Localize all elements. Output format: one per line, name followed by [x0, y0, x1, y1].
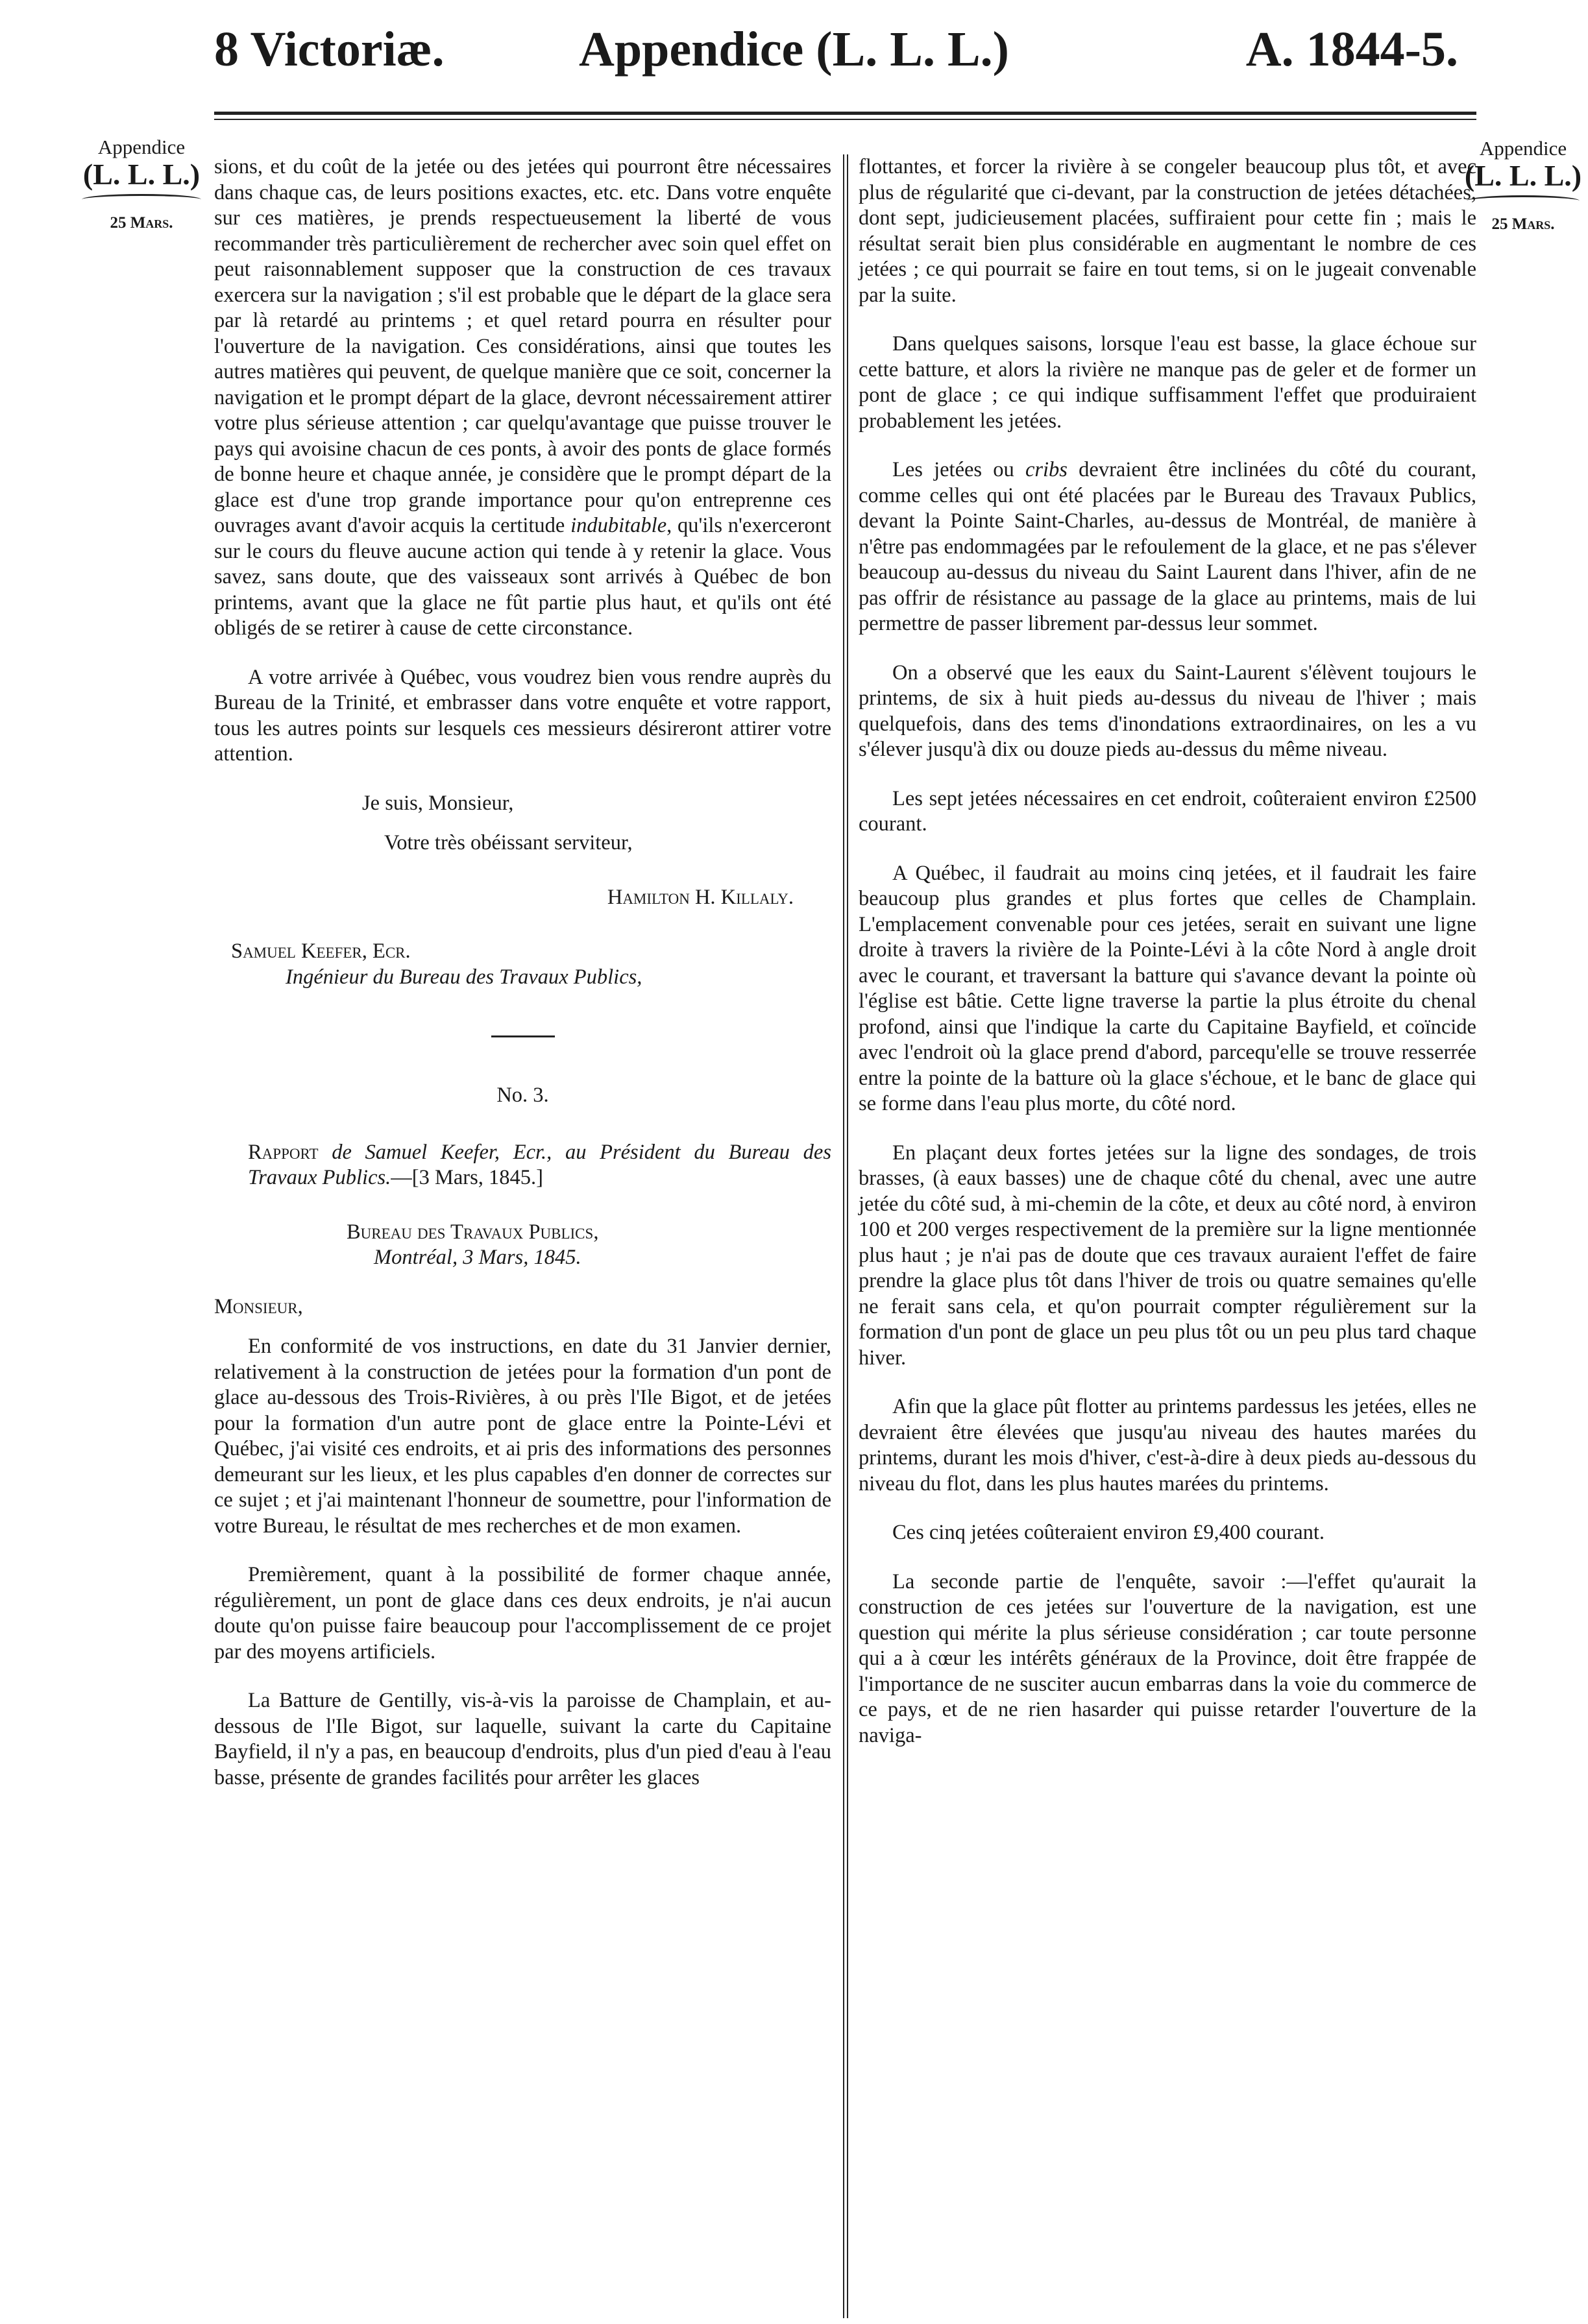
paragraph: La Batture de Gentilly, vis-à-vis la paroisse de Champlain, et au-dessous de l'Ile Bigot, sur laquelle, suivant la carte du Capitaine Bayfield, il n'y a pas, en beaucoup d'endroits, plus d'un pied d'eau à l'eau basse, présente de grandes facilités pour arrêter les glaces: [214, 1689, 831, 1789]
header-title: Appendice (L. L. L.): [579, 22, 1009, 77]
addressee-title: Ingénieur du Bureau des Travaux Publics,: [286, 965, 642, 989]
margin-date: 25 Mars.: [110, 213, 173, 232]
salutation: Monsieur,: [214, 1294, 303, 1318]
document-number: No. 3.: [496, 1083, 549, 1107]
paragraph: Ces cinq jetées coûteraient environ £9,400 courant.: [892, 1521, 1325, 1544]
paragraph: A votre arrivée à Québec, vous voudrez bien vous rendre auprès du Bureau de la Trinité, et embrasser dans votre enquête et votre rapport, tous les autres points sur lesquels ces messieurs désireront attirer votre attention.: [214, 665, 831, 766]
paragraph: flottantes, et forcer la rivière à se congeler beaucoup plus tôt, et avec plus de régularité que ci-devant, par la construction de jetées détachées, dont sept, judicieusement placées, suffiraient pour cette fin ; mais le résultat serait bien plus considérable en augmentant le nombre de ces jetées ; ce qui pourrait se faire en tout tems, si on le jugeait convenable par la suite.: [859, 155, 1476, 307]
paragraph: Les sept jetées nécessaires en cet endroit, coûteraient environ £2500 courant.: [859, 786, 1476, 836]
place-date: Montréal, 3 Mars, 1845.: [374, 1246, 581, 1269]
margin-label: Appendice: [97, 136, 186, 158]
section-divider: [491, 1035, 555, 1037]
left-column: [214, 154, 831, 1791]
column-divider-second: [847, 154, 848, 2318]
closing-line: Je suis, Monsieur,: [362, 791, 514, 815]
margin-code: (L. L. L.): [1464, 159, 1582, 193]
report-heading: Rapport de Samuel Keefer, Ecr., au Président du Bureau des Travaux Publics.—[3 Mars, 1845.]: [248, 1140, 832, 1189]
paragraph: Les jetées ou cribs devraient être inclinées du côté du courant, comme celles qui ont été placées par le Bureau des Travaux Publics, devant la Pointe Saint-Charles, au-dessus de Montréal, de manière à n'être pas endommagées par le refoulement de la glace, et ne pas s'élever beaucoup au-dessus du niveau du Saint Laurent dans l'hiver, afin de ne pas offrir de résistance au passage de la glace au printems, mais de lui permettre de passer librement par-dessus leur sommet.: [859, 458, 1477, 635]
signature: Hamilton H. Killaly.: [607, 885, 794, 909]
paragraph: Dans quelques saisons, lorsque l'eau est basse, la glace échoue sur cette batture, et alors la rivière ne manque pas de geler et de former un pont de glace ; ce qui indique suffisamment l'effet que produiraient probablement les jetées.: [859, 332, 1476, 433]
margin-note-left: [77, 136, 206, 232]
paragraph: En plaçant deux fortes jetées sur la ligne des sondages, de trois brasses, (à eaux basses) une de chaque côté du chenal, avec une autre jetée du côté sud, à mi-chemin de la côte, et deux au côté nord, à environ 100 et 200 verges respectivement de la première sur la ligne mentionnée plus haut ; je n'ai pas de doute que ces travaux auraient l'effet de faire prendre la glace plus tôt dans l'hiver de trois ou quatre semaines qu'elle ne ferait sans cela, et qu'on pourrait compter régulièrement sur la formation d'un pont de glace un peu plus tôt ou un peu plus tard chaque hiver.: [859, 1141, 1476, 1370]
margin-date: 25 Mars.: [1491, 215, 1555, 233]
paragraph: On a observé que les eaux du Saint-Laurent s'élèvent toujours le printems, de six à huit pieds au-dessus du niveau de l'hiver ; mais quelquefois, dans des tems d'inondations extraordinaires, on les a vu s'élever jusqu'à dix ou douze pieds au-dessus du même niveau.: [859, 660, 1476, 761]
paragraph: Premièrement, quant à la possibilité de former chaque année, régulièrement, un pont de glace dans ces deux endroits, je n'ai aucun doute qu'on puisse faire beaucoup pour l'accomplissement de ce projet par des moyens artificiels.: [214, 1563, 831, 1664]
header-rule-bottom: [214, 119, 1476, 120]
column-divider: [843, 154, 844, 2318]
paragraph: En conformité de vos instructions, en date du 31 Janvier dernier, relativement à la construction de jetées pour la formation d'un pont de glace au-dessous des Trois-Rivières, à ou près l'Ile Bigot, et de jetées pour la formation d'un autre pont de glace entre la Pointe-Lévi et Québec, j'ai visité ces endroits, et ai pris des informations des personnes demeurant sur les lieux, et les plus capables d'en donner de correctes sur ce sujet ; et j'ai maintenant l'honneur de soumettre, pour l'information de votre Bureau, le résultat de mes recherches et de mon examen.: [214, 1335, 831, 1538]
paragraph: Afin que la glace pût flotter au printems pardessus les jetées, elles ne devraient être élevées que jusqu'au niveau des hautes marées du printems, durant les mois d'hiver, c'est-à-dire à deux pieds au-dessous du niveau du flot, dans les plus hautes marées du printems.: [859, 1395, 1476, 1495]
margin-code: (L. L. L.): [82, 158, 201, 191]
addressee-name: Samuel Keefer, Ecr.: [231, 939, 411, 963]
right-column: [859, 154, 1476, 1749]
header-session: 8 Victoriæ.: [214, 22, 445, 77]
header-year: A. 1844-5.: [1245, 22, 1458, 77]
margin-brace: [1467, 195, 1580, 206]
paragraph: sions, et du coût de la jetée ou des jetées qui pourront être nécessaires dans chaque cas, de leurs positions exactes, etc. etc. Dans votre enquête sur ces matières, je prends respectueusement la liberté de vous recommander très particulièrement de rechercher avec soin quel effet on peut raisonnablement supposer que la construction de ces travaux exercera sur la navigation ; s'il est probable que le départ de la glace sera par là retardé au printems ; et quel retard pourra en résulter pour l'ouverture de la navigation. Ces considérations, ainsi que toutes les autres matières qui peuvent, de quelque manière que ce soit, concerner la navigation et le prompt départ de la glace, devront nécessairement attirer votre plus sérieuse attention ; car quelqu'avantage que puisse trouver le pays qui avoisine chacun de ces ponts, à avoir des ponts de glace formés de bonne heure et chaque année, je considère que le prompt départ de la glace est d'une trop grande importance pour qu'on entreprenne ces ouvrages avant d'avoir acquis la certitude indubitable, qu'ils n'exerceront sur le cours du fleuve aucune action qui tende à y retenir la glace. Vous savez, sans doute, que des vaisseaux sont arrivés à Québec de bon printems, avant que la glace ne fût partie plus haut, et qu'ils ont été obligés de se retirer à cause de cette circonstance.: [214, 155, 832, 640]
paragraph: A Québec, il faudrait au moins cinq jetées, et il faudrait les faire beaucoup plus grandes et plus fortes que celles de Champlain. L'emplacement convenable pour ces jetées, serait en suivant une ligne droite à travers la rivière de la Pointe-Lévi à la côte Nord à angle droit avec le courant, et traversant la batture qui s'avance devant la pointe où l'église est bâtie. Cette ligne traverse la partie la plus étroite du chenal profond, ainsi que l'indique la carte du Capitaine Bayfield, et coïncide avec l'endroit où la glace prend d'abord, parcequ'elle se trouve resserrée entre la pointe de la batture où la glace s'échoue, et le banc de glace qui se forme dans l'eau plus morte, du côté nord.: [859, 861, 1476, 1115]
header-rule-top: [214, 112, 1476, 115]
margin-label: Appendice: [1479, 137, 1567, 160]
margin-brace: [82, 194, 201, 205]
closing-line: Votre très obéissant serviteur,: [384, 831, 633, 854]
bureau-name: Bureau des Travaux Publics,: [347, 1220, 599, 1244]
paragraph: La seconde partie de l'enquête, savoir :—l'effet qu'aurait la construction de ces jetées sur l'ouverture de la navigation, est une question qui mérite la plus sérieuse considération ; car toute personne qui a à cœur les intérêts généraux de la Province, doit être frappée de l'importance de ne susciter aucun embarras dans la voie du commerce de ce pays, et de ne rien hasarder qui puisse retarder l'ouverture de la naviga-: [859, 1569, 1476, 1747]
margin-note-right: [1461, 138, 1585, 234]
